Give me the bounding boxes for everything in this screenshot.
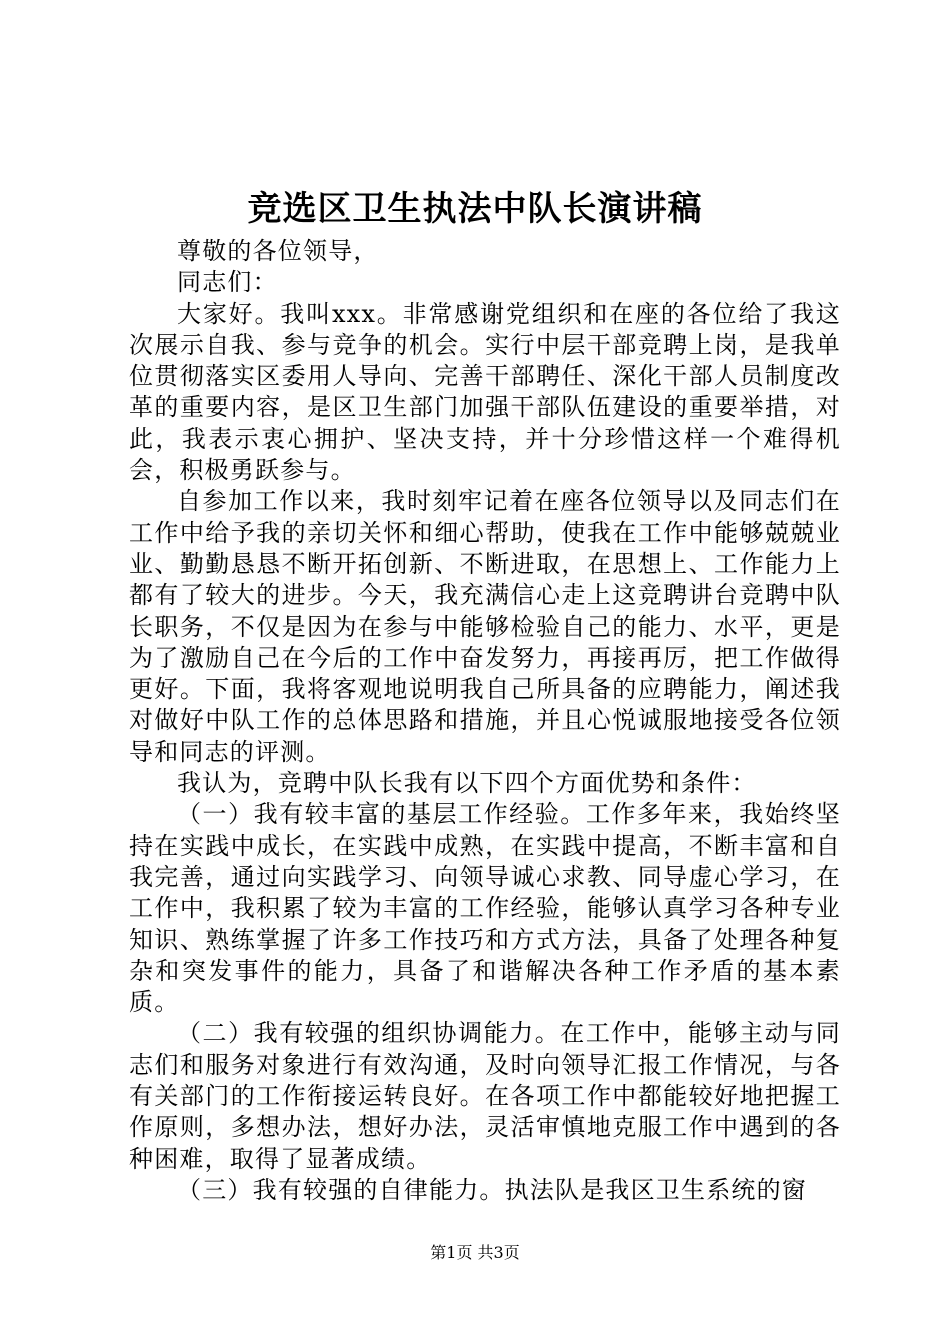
body-paragraph: （三）我有较强的自律能力。执法队是我区卫生系统的窗 bbox=[177, 1175, 807, 1204]
body-paragraph: （二）我有较强的组织协调能力。在工作中，能够主动与同志们和服务对象进行有效沟通，及时向领导汇报工作情况，与各有关部门的工作衔接运转良好。在各项工作中都能较好地把握工作原则，多想办法，想好办法，灵活审慎地克服工作中遇到的各种困难，取得了显著成绩。 bbox=[129, 1019, 841, 1173]
body-paragraph: 大家好。我叫xxx。非常感谢党组织和在座的各位给了我这次展示自我、参与竞争的机会。实行中层干部竞聘上岗，是我单位贯彻落实区委用人导向、完善干部聘任、深化干部人员制度改革的重要内容，是区卫生部门加强干部队伍建设的重要举措，对此，我表示衷心拥护、坚决支持，并十分珍惜这样一个难得机会，积极勇跃参与。 bbox=[129, 299, 841, 485]
body-paragraph: 我认为，竞聘中队长我有以下四个方面优势和条件： bbox=[177, 769, 757, 798]
salutation-line: 同志们： bbox=[177, 268, 278, 297]
document-body bbox=[129, 236, 841, 1206]
salutation-line: 尊敬的各位领导， bbox=[177, 237, 379, 265]
document-title: 竞选区卫生执法中队长演讲稿 bbox=[247, 189, 703, 229]
body-paragraph: （一）我有较丰富的基层工作经验。工作多年来，我始终坚持在实践中成长，在实践中成熟，在实践中提高，不断丰富和自我完善，通过向实践学习、向领导诚心求教、同导虚心学习，在工作中，我积累了较为丰富的工作经验，能够认真学习各种专业知识、熟练掌握了许多工作技巧和方式方法，具备了处理各种复杂和突发事件的能力，具备了和谐解决各种工作矛盾的基本素质。 bbox=[129, 800, 841, 1017]
page-footer: 第1页 共3页 bbox=[430, 1243, 520, 1262]
body-paragraph: 自参加工作以来，我时刻牢记着在座各位领导以及同志们在工作中给予我的亲切关怀和细心帮助，使我在工作中能够兢兢业业、勤勤恳恳不断开拓创新、不断进取，在思想上、工作能力上都有了较大的进步。今天，我充满信心走上这竞聘讲台竞聘中队长职务，不仅是因为在参与中能够检验自己的能力、水平，更是为了激励自己在今后的工作中奋发努力，再接再厉，把工作做得更好。下面，我将客观地说明我自己所具备的应聘能力，阐述我对做好中队工作的总体思路和措施，并且心悦诚服地接受各位领导和同志的评测。 bbox=[129, 487, 841, 766]
